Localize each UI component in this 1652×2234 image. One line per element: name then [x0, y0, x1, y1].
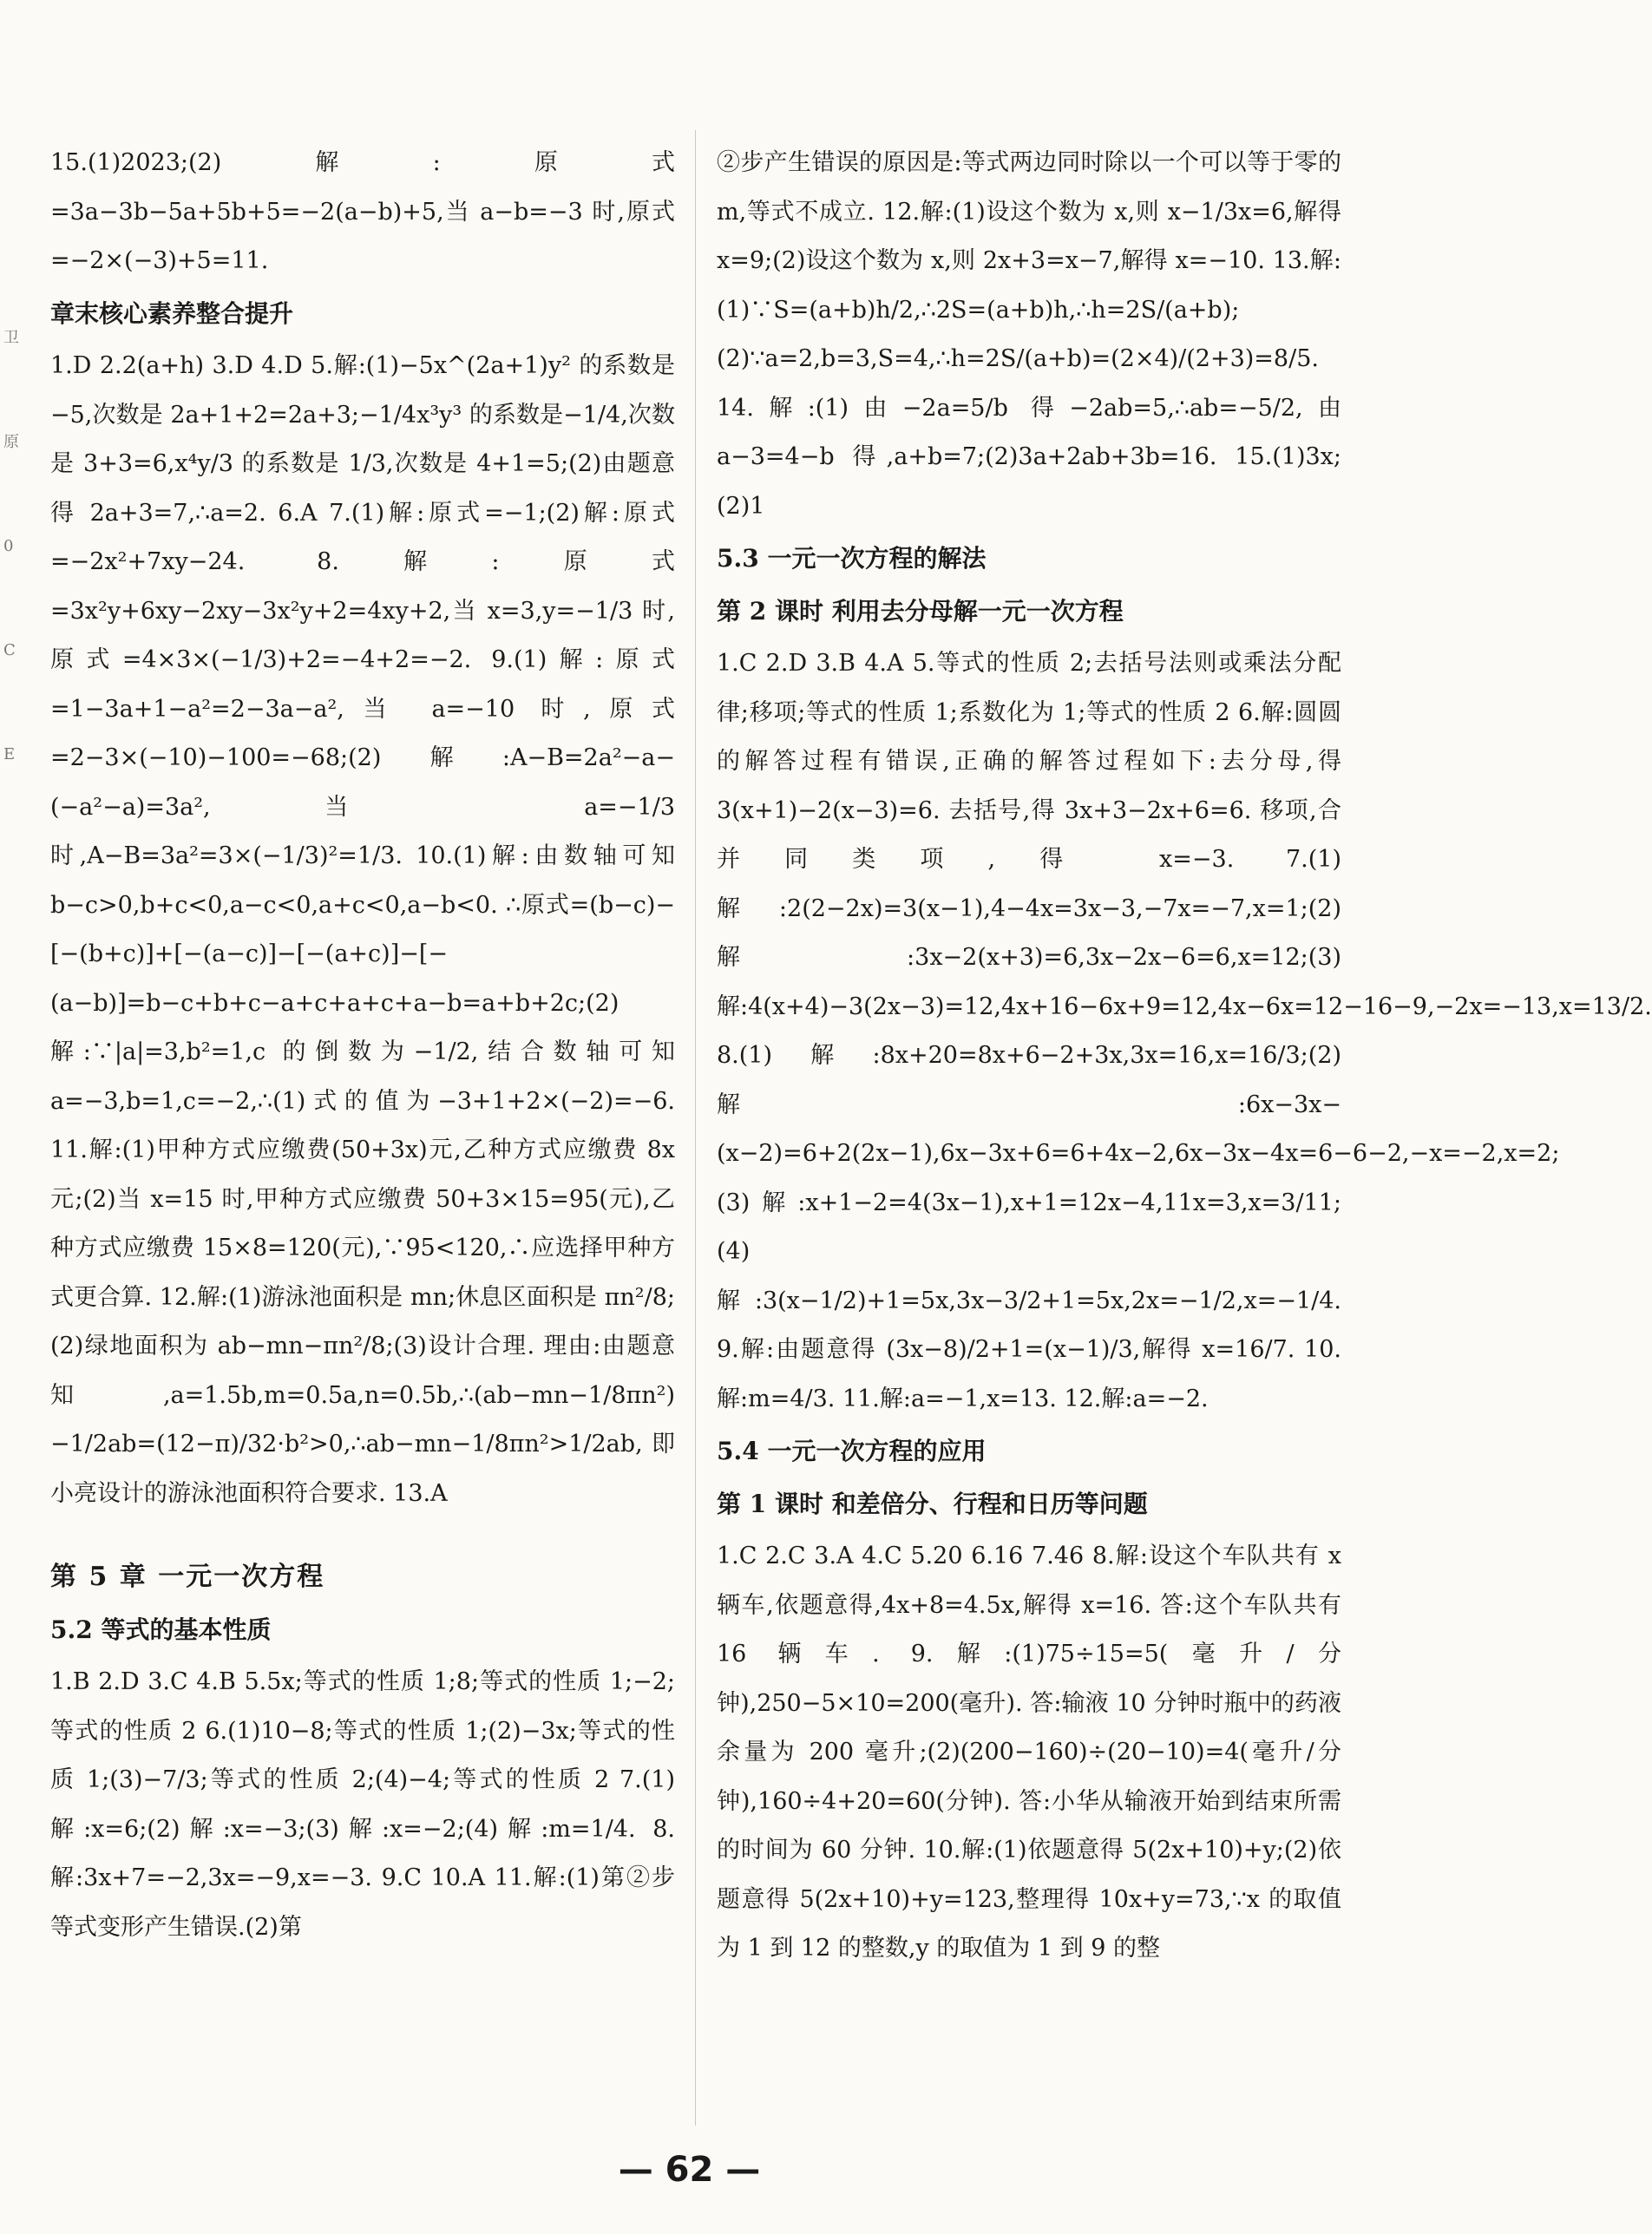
edge-mark: 原 [3, 433, 19, 451]
section-heading: 第 1 课时 和差倍分、行程和日历等问题 [717, 1489, 1148, 1518]
edge-mark: C [3, 641, 16, 659]
section-heading: 5.4 一元一次方程的应用 [717, 1437, 987, 1465]
answer-paragraph: 1.C 2.C 3.A 4.C 5.20 6.16 7.46 8.解:设这个车队共有 x 辆车,依题意得,4x+8=4.5x,解得 x=16. 答:这个车队共有 16 辆车. 9.解:(1)75÷15=5(毫升/分钟),250−5×10=200(毫升). 答:输液 10 分钟时瓶中的药液余量为 200 毫升;(2)(200−160)÷(20−10)=4(毫升/分钟),160÷4+20=60(分钟). 答:小华从输液开始到结束所需的时间为 60 分钟. 10.解:(1)依题意得 5(2x+10)+y;(2)依题意得 5(2x+10)+y=123,整理得 10x+y=73,∵x 的取值为 1 到 12 的整数,y 的取值为 1 到 9 的整 [717, 1543, 1341, 1962]
page-number: — 62 — [618, 2150, 761, 2190]
answer-paragraph: 1.D 2.2(a+h) 3.D 4.D 5.解:(1)−5x^(2a+1)y² 的系数是−5,次数是 2a+1+2=2a+3;−1/4x³y³ 的系数是−1/4,次数是 3+3=6,x⁴y/3 的系数是 1/3,次数是 4+1=5;(2)由题意得 2a+3=7,∴a=2. 6.A 7.(1)解:原式=−1;(2)解:原式=−2x²+7xy−24. 8.解:原式=3x²y+6xy−2xy−3x²y+2=4xy+2,当 x=3,y=−1/3 时,原式=4×3×(−1/3)+2=−4+2=−2. 9.(1)解:原式=1−3a+1−a²=2−3a−a²,当 a=−10 时,原式=2−3×(−10)−100=−68;(2)解:A−B=2a²−a−(−a²−a)=3a²,当 a=−1/3 时,A−B=3a²=3×(−1/3)²=1/3. 10.(1)解:由数轴可知 b−c>0,b+c<0,a−c<0,a+c<0,a−b<0. ∴原式=(b−c)−[−(b+c)]+[−(a−c)]−[−(a+c)]−[−(a−b)]=b−c+b+c−a+c+a+c+a−b=a+b+2c;(2)解:∵|a|=3,b²=1,c 的倒数为−1/2,结合数轴可知 a=−3,b=1,c=−2,∴(1)式的值为−3+1+2×(−2)=−6. 11.解:(1)甲种方式应缴费(50+3x)元,乙种方式应缴费 8x 元;(2)当 x=15 时,甲种方式应缴费 50+3×15=95(元),乙种方式应缴费 15×8=120(元),∵95<120,∴应选择甲种方式更合算. 12.解:(1)游泳池面积是 mn;休息区面积是 πn²/8;(2)绿地面积为 ab−mn−πn²/8;(3)设计合理. 理由:由题意知,a=1.5b,m=0.5a,n=0.5b,∴(ab−mn−1/8πn²)−1/2ab=(12−π)/32·b²>0,∴ab−mn−1/8πn²>1/2ab,即小亮设计的游泳池面积符合要求. 13.A [50, 352, 675, 1507]
section-heading: 章末核心素养整合提升 [50, 298, 294, 328]
chapter-heading: 第 5 章 一元一次方程 [50, 1562, 325, 1592]
section-heading: 5.2 等式的基本性质 [50, 1615, 272, 1644]
answer-paragraph: 1.B 2.D 3.C 4.B 5.5x;等式的性质 1;8;等式的性质 1;−2;等式的性质 2 6.(1)10−8;等式的性质 1;(2)−3x;等式的性质 1;(3)−7/3;等式的性质 2;(4)−4;等式的性质 2 7.(1)解:x=6;(2)解:x=−3;(3)解:x=−2;(4)解:m=1/4. 8.解:3x+7=−2,3x=−9,x=−3. 9.C 10.A 11.解:(1)第②步等式变形产生错误.(2)第 [50, 1668, 675, 1941]
answer-paragraph: 15.(1)2023;(2)解:原式=3a−3b−5a+5b+5=−2(a−b)+5,当 a−b=−3 时,原式=−2×(−3)+5=11. [50, 149, 675, 274]
column-divider [695, 130, 696, 2126]
section-heading: 第 2 课时 利用去分母解一元一次方程 [717, 596, 1124, 626]
edge-mark: 卫 [3, 329, 19, 347]
answer-paragraph: 1.C 2.D 3.B 4.A 5.等式的性质 2;去括号法则或乘法分配律;移项;等式的性质 1;系数化为 1;等式的性质 2 6.解:圆圆的解答过程有错误,正确的解答过程如下:去分母,得 3(x+1)−2(x−3)=6. 去括号,得 3x+3−2x+6=6. 移项,合并同类项,得 x=−3. 7.(1)解:2(2−2x)=3(x−1),4−4x=3x−3,−7x=−7,x=1;(2)解:3x−2(x+3)=6,3x−2x−6=6,x=12;(3)解:4(x+4)−3(2x−3)=12,4x+16−6x+9=12,4x−6x=12−16−9,−2x=−13,x=13/2. 8.(1)解:8x+20=8x+6−2+3x,3x=16,x=16/3;(2)解:6x−3x−(x−2)=6+2(2x−1),6x−3x+6=6+4x−2,6x−3x−4x=6−6−2,−x=−2,x=2;(3)解:x+1−2=4(3x−1),x+1=12x−4,11x=3,x=3/11;(4)解:3(x−1/2)+1=5x,3x−3/2+1=5x,2x=−1/2,x=−1/4. 9.解:由题意得 (3x−8)/2+1=(x−1)/3,解得 x=16/7. 10.解:m=4/3. 11.解:a=−1,x=13. 12.解:a=−2. [717, 650, 1652, 1412]
left-column [50, 139, 675, 1952]
edge-mark: E [3, 745, 16, 763]
answer-paragraph: ②步产生错误的原因是:等式两边同时除以一个可以等于零的 m,等式不成立. 12.解:(1)设这个数为 x,则 x−1/3x=6,解得 x=9;(2)设这个数为 x,则 2x+3=x−7,解得 x=−10. 13.解:(1)∵S=(a+b)h/2,∴2S=(a+b)h,∴h=2S/(a+b);(2)∵a=2,b=3,S=4,∴h=2S/(a+b)=(2×4)/(2+3)=8/5. 14.解:(1)由−2a=5/b 得−2ab=5,∴ab=−5/2,由 a−3=4−b 得,a+b=7;(2)3a+2ab+3b=16. 15.(1)3x;(2)1 [717, 149, 1341, 520]
section-heading: 5.3 一元一次方程的解法 [717, 544, 987, 573]
right-column [717, 139, 1652, 1974]
binding-edge-marks [3, 286, 19, 807]
edge-mark: 0 [3, 537, 14, 555]
